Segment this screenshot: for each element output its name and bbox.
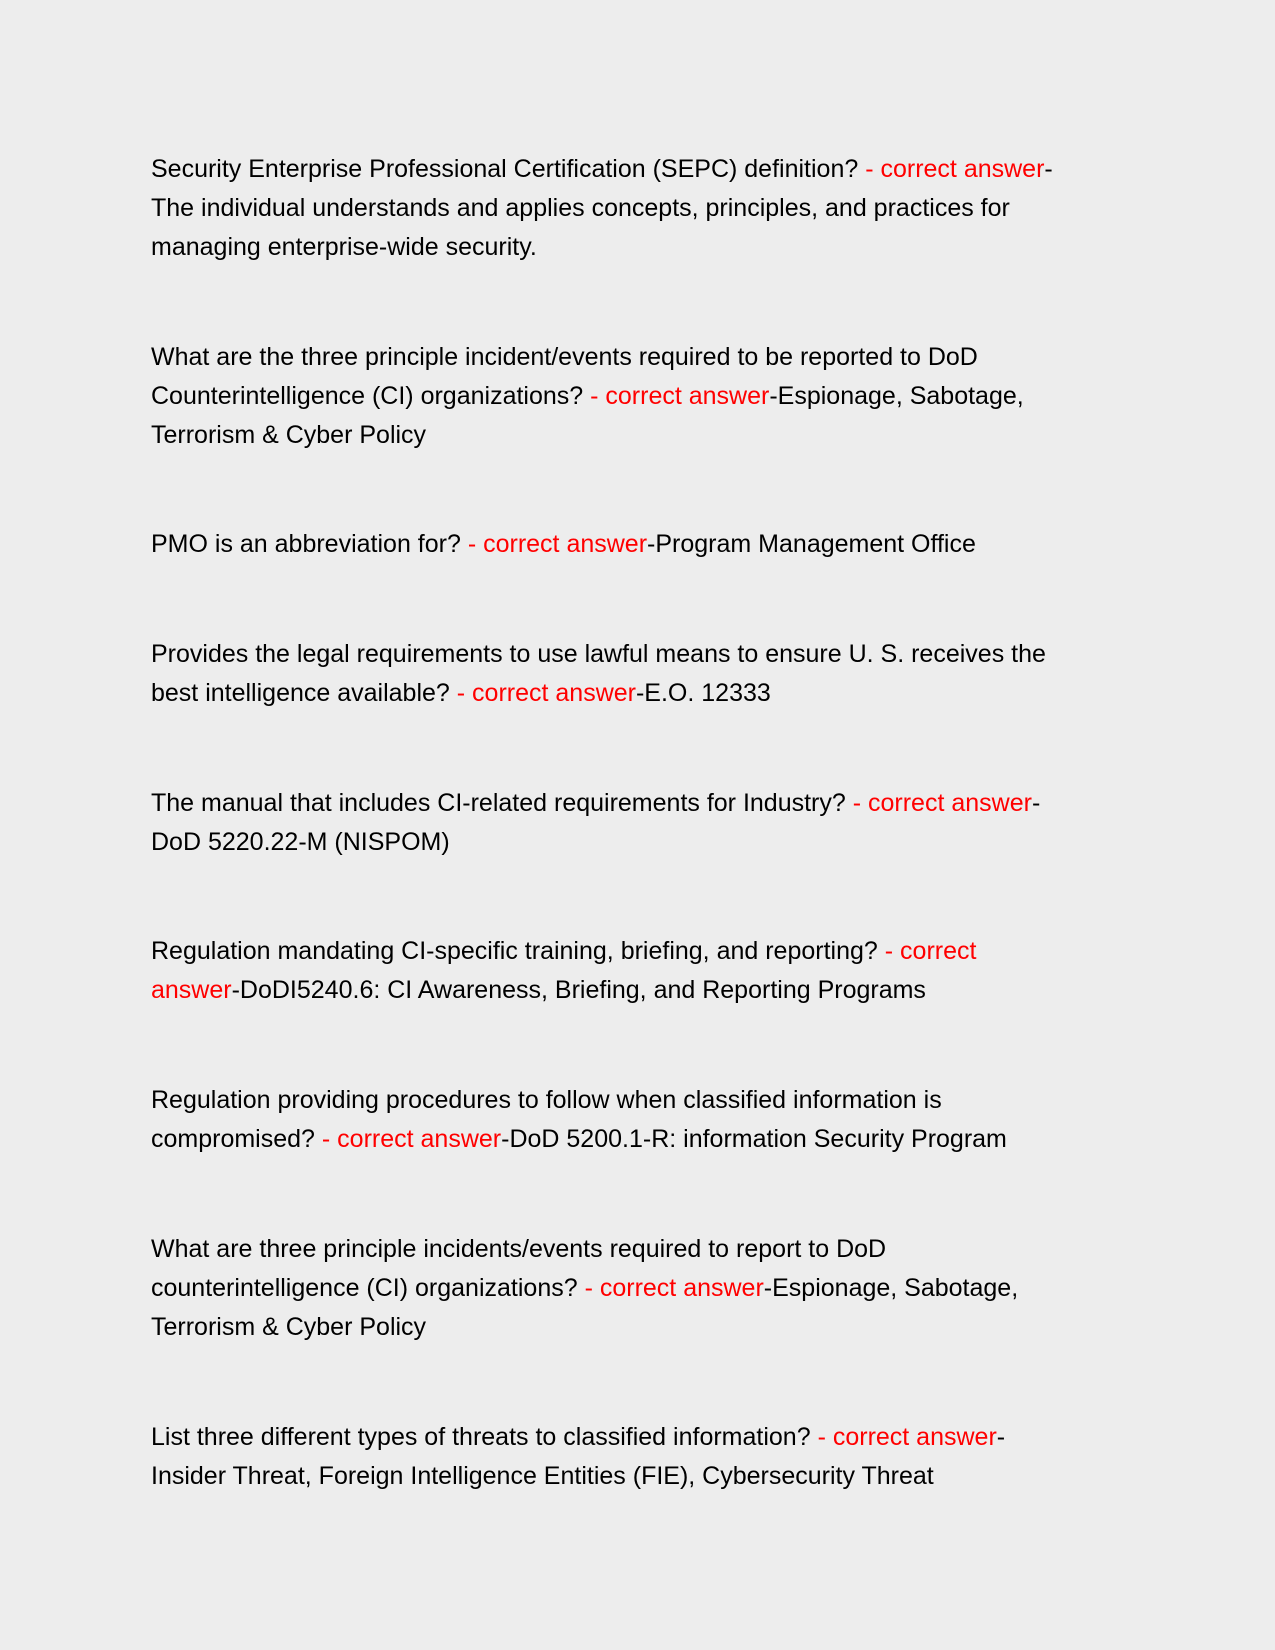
answer-text: -Program Management Office bbox=[647, 530, 976, 558]
correct-answer-marker: - correct answer bbox=[852, 789, 1032, 817]
correct-answer-marker: - correct answer bbox=[817, 1423, 997, 1451]
question-text: Security Enterprise Professional Certification (SEPC) definition? bbox=[151, 155, 866, 183]
qa-line bbox=[151, 416, 426, 455]
qa-line bbox=[151, 150, 1053, 189]
answer-text: Insider Threat, Foreign Intelligence Entities (FIE), Cybersecurity Threat bbox=[151, 1462, 934, 1490]
answer-text: DoD 5220.22-M (NISPOM) bbox=[151, 828, 450, 856]
correct-answer-marker: - correct answer bbox=[590, 382, 770, 410]
correct-answer-marker: - correct answer bbox=[456, 679, 636, 707]
qa-line bbox=[151, 1457, 934, 1496]
answer-text: managing enterprise-wide security. bbox=[151, 233, 537, 261]
question-text: List three different types of threats to classified information? bbox=[151, 1423, 818, 1451]
qa-line bbox=[151, 1230, 886, 1269]
question-text: Provides the legal requirements to use lawful means to ensure U. S. receives the bbox=[151, 640, 1046, 668]
answer-text: -Espionage, Sabotage, bbox=[769, 382, 1024, 410]
answer-text: Terrorism & Cyber Policy bbox=[151, 421, 427, 449]
answer-text: -Espionage, Sabotage, bbox=[763, 1274, 1019, 1302]
qa-line bbox=[151, 823, 450, 862]
qa-line bbox=[151, 971, 926, 1010]
correct-answer-marker: - correct answer bbox=[584, 1274, 764, 1302]
question-text: best intelligence available? bbox=[151, 679, 457, 707]
answer-text: - bbox=[996, 1423, 1006, 1451]
qa-line bbox=[151, 932, 976, 971]
question-text: counterintelligence (CI) organizations? bbox=[151, 1274, 585, 1302]
question-text: Regulation providing procedures to follow when classified information is bbox=[151, 1086, 942, 1114]
answer-text: -DoDI5240.6: CI Awareness, Briefing, and Reporting Programs bbox=[231, 976, 926, 1004]
question-text: Counterintelligence (CI) organizations? bbox=[151, 382, 591, 410]
question-text: compromised? bbox=[151, 1125, 322, 1153]
correct-answer-marker: - correct answer bbox=[467, 530, 648, 558]
qa-line bbox=[151, 674, 771, 713]
correct-answer-marker: - correct answer bbox=[865, 155, 1045, 183]
qa-line bbox=[151, 1308, 426, 1347]
qa-line bbox=[151, 525, 976, 564]
question-text: PMO is an abbreviation for? bbox=[151, 530, 468, 558]
correct-answer-marker: - correct bbox=[884, 937, 977, 965]
question-text: Regulation mandating CI-specific training, briefing, and reporting? bbox=[151, 937, 885, 965]
answer-text: The individual understands and applies concepts, principles, and practices for bbox=[151, 194, 1010, 222]
question-text: What are the three principle incident/events required to be reported to DoD bbox=[151, 343, 978, 371]
qa-line bbox=[151, 228, 537, 267]
qa-line bbox=[151, 1418, 1005, 1457]
qa-line bbox=[151, 1120, 1007, 1159]
qa-line bbox=[151, 338, 978, 377]
question-text: The manual that includes CI-related requirements for Industry? bbox=[151, 789, 853, 817]
correct-answer-marker: - correct answer bbox=[321, 1125, 502, 1153]
qa-line bbox=[151, 1081, 942, 1120]
qa-line bbox=[151, 1269, 1018, 1308]
correct-answer-marker: answer bbox=[151, 976, 232, 1004]
qa-line bbox=[151, 784, 1040, 823]
answer-text: Terrorism & Cyber Policy bbox=[151, 1313, 427, 1341]
answer-text: -DoD 5200.1-R: information Security Program bbox=[501, 1125, 1007, 1153]
answer-text: - bbox=[1031, 789, 1041, 817]
answer-text: - bbox=[1044, 155, 1053, 183]
answer-text: -E.O. 12333 bbox=[635, 679, 771, 707]
qa-line bbox=[151, 189, 1010, 228]
qa-line bbox=[151, 377, 1024, 416]
qa-line bbox=[151, 635, 1046, 674]
question-text: What are three principle incidents/events required to report to DoD bbox=[151, 1235, 887, 1263]
